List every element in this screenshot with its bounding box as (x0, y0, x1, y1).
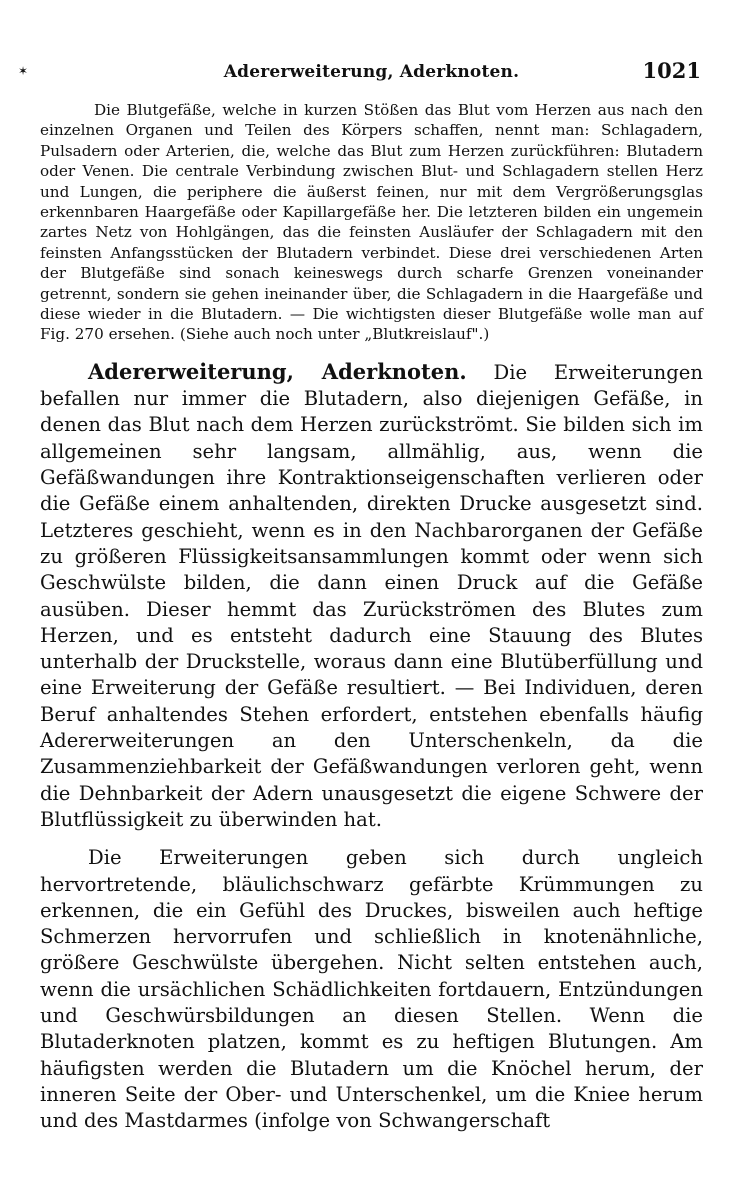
page-header (18, 58, 703, 88)
running-head: Adererweiterung, Aderknoten. (223, 62, 520, 82)
margin-mark-icon: ✶ (18, 64, 29, 78)
intro-paragraph: Die Blutgefäße, welche in kurzen Stößen das Blut vom Herzen aus nach den einzelnen Organen und Teilen des Körpers schaffen, nennt man: Schlagadern, Pulsadern oder Arterien, die, welche das Blut zum Herzen zurückführen: Blutadern oder Venen. Die centrale Verbindung zwischen Blut- und Schlagadern stellen Herz und Lungen, die periphere die äußerst feinen, nur mit dem Vergrößerungsglas erkennbaren Haargefäße oder Kapillargefäße her. Die letzteren bilden ein ungemein zartes Netz von Hohlgängen, das die feinsten Ausläufer der Schlagadern mit den feinsten Anfangsstücken der Blutadern verbindet. Diese drei verschiedenen Arten der Blutgefäße sind sonach keineswegs durch scharfe Grenzen voneinander getrennt, sondern sie gehen ineinander über, die Schlagadern in die Haargefäße und diese wieder in die Blutadern. — Die wichtigsten dieser Blutgefäße wolle man auf Fig. 270 ersehen. (Siehe auch noch unter „Blutkreislauf".) (40, 101, 703, 344)
entry-paragraph (40, 359, 703, 833)
entry-text: Die Erweiterungen befallen nur immer die Blutadern, also diejenigen Gefäße, in denen das Blut nach dem Herzen zurückströmt. Sie bilden sich im allgemeinen sehr langsam, allmählig, aus, wenn die Gefäßwandungen ihre Kontraktionseigenschaften verlieren oder die Gefäße einem anhaltenden, direkten Drucke ausgesetzt sind. Letzteres geschieht, wenn es in den Nachbarorganen der Gefäße zu größeren Flüssigkeitsansammlungen kommt oder wenn sich Geschwülste bilden, die dann einen Druck auf die Gefäße ausüben. Dieser hemmt das Zurückströmen des Blutes zum Herzen, und es entsteht dadurch eine Stauung des Blutes unterhalb der Druckstelle, woraus dann eine Blutüberfüllung und eine Erweiterung der Gefäße resultiert. — Bei Individuen, deren Beruf anhaltendes Stehen erfordert, entstehen ebenfalls häufig Adererweiterungen an den Unterschenkeln, da die Zusammenziehbarkeit der Gefäßwandungen verloren geht, wenn die Dehnbarkeit der Adern unausgesetzt die eigene Schwere der Blutflüssigkeit zu überwinden hat. (40, 360, 704, 831)
second-paragraph: Die Erweiterungen geben sich durch ungleich hervortretende, bläulichschwarz gefärbte Krümmungen zu erkennen, die ein Gefühl des Druckes, bisweilen auch heftige Schmerzen hervorrufen und schließlich in knotenähnliche, größere Geschwülste übergehen. Nicht selten entstehen auch, wenn die ursächlichen Schädlichkeiten fortdauern, Entzündungen und Geschwürsbildungen an diesen Stellen. Wenn die Blutaderknoten platzen, kommt es zu heftigen Blutungen. Am häufigsten werden die Blutadern um die Knöchel herum, der inneren Seite der Ober- und Unterschenkel, um die Kniee herum und des Mastdarmes (infolge von Schwangerschaft (40, 846, 703, 1133)
page-number: 1021 (642, 58, 701, 83)
entry-headword: Adererweiterung, Aderknoten. (88, 358, 467, 384)
